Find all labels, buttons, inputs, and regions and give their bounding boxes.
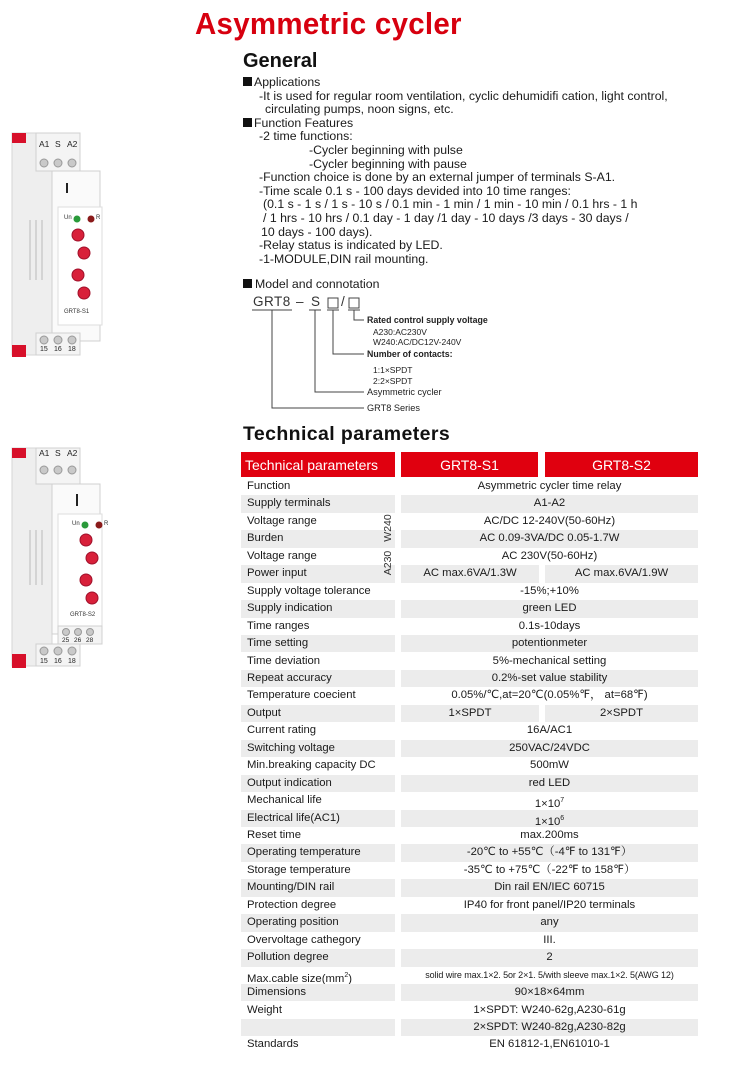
leader-contacts <box>333 310 364 354</box>
row-value: green LED <box>401 600 698 617</box>
row-label: Pollution degree <box>241 949 395 966</box>
row-label: Current rating <box>247 724 317 737</box>
features-heading: Function Features <box>243 117 730 131</box>
terminal-label-15: 15 <box>40 658 48 665</box>
box-voltage <box>349 298 359 308</box>
row-value: -20℃ to +55℃（-4℉ to 131℉） <box>401 844 698 861</box>
table-row <box>241 757 698 774</box>
feature-choice: -Function choice is done by an external jumper of terminals S-A1. <box>259 170 616 185</box>
table-row <box>241 687 698 704</box>
bullet-square-icon <box>243 77 252 86</box>
row-label: Voltage range <box>247 514 317 527</box>
table-row <box>241 530 698 547</box>
group-label-a230: A230 <box>382 550 394 576</box>
table-row <box>241 897 698 914</box>
row-label: Voltage range <box>247 549 317 562</box>
bullet-square-icon <box>243 279 252 288</box>
leader-asym <box>315 310 364 392</box>
row-label: Supply terminals <box>241 495 395 512</box>
page-title: Asymmetric cycler <box>195 6 462 41</box>
device-image-grt8-s2 <box>8 440 108 670</box>
terminal-label-a2: A2 <box>67 448 78 458</box>
terminal-label-18: 18 <box>68 346 76 353</box>
table-row <box>241 722 698 739</box>
row-label: Supply voltage tolerance <box>247 584 371 597</box>
device-image-grt8-s1 <box>8 125 108 360</box>
contacts-label: Number of contacts: <box>367 349 453 359</box>
row-value: $1\times 10^7$ <box>534 797 565 810</box>
row-value: 0.2%-set value stability <box>401 670 698 687</box>
table-row <box>241 949 698 966</box>
terminal-label-16: 16 <box>54 658 62 665</box>
row-value: 90×18×64mm <box>401 984 698 1001</box>
feature-ranges-1: (0.1 s - 1 s / 1 s - 10 s / 0.1 min - 1 min / 1 min - 10 min / 0.1 hrs - 1 h <box>263 197 638 212</box>
table-row <box>241 670 698 687</box>
row-value: max.200ms <box>520 829 579 841</box>
row-label: Weight <box>247 1003 282 1016</box>
led-label-r: R <box>104 521 109 527</box>
table-row <box>241 495 698 512</box>
model-code-series: GRT8 <box>253 294 291 309</box>
terminal-label-15: 15 <box>40 346 48 353</box>
table-row <box>241 775 698 792</box>
row-label: Burden <box>241 530 395 547</box>
row-value: red LED <box>401 775 698 792</box>
row-label <box>241 1019 395 1036</box>
applications-text: -It is used for regular room ventilation, cyclic dehumidifi cation, light control, <box>259 88 668 103</box>
table-row <box>241 879 698 896</box>
asym-cycler-label: Asymmetric cycler <box>367 387 442 397</box>
row-label: Output <box>241 705 395 722</box>
row-value-s1: 1×SPDT <box>401 705 539 722</box>
row-value: $1\times 10^6$ <box>401 810 698 827</box>
terminal-label-a1: A1 <box>39 448 50 458</box>
row-label: Electrical life(AC1) <box>241 810 395 827</box>
row-value: 500mW <box>530 759 569 772</box>
model-code-dash: – <box>296 294 305 309</box>
led-label-r: R <box>96 215 101 221</box>
row-value: -35℃ to +75℃（-22℉ to 158℉） <box>463 863 636 876</box>
feature-time-scale: -Time scale 0.1 s - 100 days devided into 10 time ranges: <box>259 183 571 198</box>
applications-text-cont: circulating pumps, noon signs, etc. <box>265 102 454 117</box>
table-row <box>241 478 698 495</box>
model-connector-lines <box>240 294 370 420</box>
led-label-un: Un <box>64 215 72 221</box>
feature-time-functions: -2 time functions: <box>259 129 353 144</box>
row-value: AC 230V(50-60Hz) <box>501 549 598 562</box>
terminal-label-18: 18 <box>68 658 76 665</box>
table-row <box>241 792 698 809</box>
row-value: A1-A2 <box>401 495 698 512</box>
terminal-label-28: 28 <box>86 637 94 644</box>
technical-heading: Technical parameters <box>243 423 451 445</box>
row-label: Overvoltage cathegory <box>247 933 361 946</box>
feature-ranges-2: / 1 hrs - 10 hrs / 0.1 day - 1 day /1 day - 10 days /3 days - 30 days / <box>263 210 629 225</box>
row-value-superscript: 6 <box>560 814 565 822</box>
box-contacts <box>328 298 338 308</box>
table-row <box>241 1019 698 1036</box>
terminal-label-a1: A1 <box>39 139 50 149</box>
table-row <box>241 635 698 652</box>
row-value: Din rail EN/IEC 60715 <box>401 879 698 896</box>
row-value: EN 61812-1,EN61010-1 <box>489 1038 610 1051</box>
row-value: 2 <box>401 949 698 966</box>
table-row <box>241 600 698 617</box>
row-value: -15%;+10% <box>520 584 579 597</box>
model-code-s: S <box>311 294 321 309</box>
row-value: 250VAC/24VDC <box>401 740 698 757</box>
applications-heading: Applications <box>243 76 730 90</box>
row-value: AC 0.09-3VA/DC 0.05-1.7W <box>401 530 698 547</box>
terminal-label-26: 26 <box>74 637 82 644</box>
row-label: Standards <box>247 1038 299 1051</box>
terminal-label-16: 16 <box>54 346 62 353</box>
table-row <box>241 967 698 984</box>
terminal-label-25: 25 <box>62 637 70 644</box>
row-label: Mounting/DIN rail <box>241 879 395 896</box>
row-value: 2×SPDT: W240-82g,A230-82g <box>401 1019 698 1036</box>
table-row <box>241 1002 698 1019</box>
row-value: 16A/AC1 <box>526 724 573 737</box>
leader-voltage <box>354 310 364 320</box>
table-row <box>241 844 698 861</box>
row-value: potentionmeter <box>401 635 698 652</box>
row-label: Min.breaking capacity DC <box>247 759 376 772</box>
bullet-square-icon <box>243 118 252 127</box>
feature-mounting: -1-MODULE,DIN rail mounting. <box>259 251 429 266</box>
row-label: Time ranges <box>247 619 310 632</box>
table-row <box>241 513 698 530</box>
row-value: any <box>401 914 698 931</box>
contacts-2: 2:2×SPDT <box>373 376 413 386</box>
row-label: Temperature coecient <box>247 689 356 702</box>
model-heading: Model and connotation <box>243 277 379 291</box>
relay-device-s2 <box>8 440 108 670</box>
table-header-s1: GRT8-S1 <box>401 452 538 477</box>
row-label: Time setting <box>241 635 395 652</box>
row-label: Storage temperature <box>247 863 351 876</box>
leader-series <box>272 310 364 408</box>
table-header-param: Technical parameters <box>241 452 395 477</box>
rated-voltage-a230: A230:AC230V <box>373 327 427 337</box>
row-label: Power input <box>241 565 395 582</box>
group-label-w240: W240 <box>382 514 394 542</box>
feature-func-pulse: -Cycler beginning with pulse <box>309 142 463 157</box>
row-label: Time deviation <box>247 654 321 667</box>
table-row <box>241 618 698 635</box>
rated-voltage-label: Rated control supply voltage <box>367 315 488 325</box>
rated-voltage-w240: W240:AC/DC12V-240V <box>373 337 462 347</box>
table-row <box>241 827 698 844</box>
feature-func-pause: -Cycler beginning with pause <box>309 156 467 171</box>
table-row <box>241 1036 698 1053</box>
row-label: Operating temperature <box>241 844 395 861</box>
row-value: 1×SPDT: W240-62g,A230-61g <box>473 1003 626 1016</box>
table-row <box>241 653 698 670</box>
row-label: Operating position <box>241 914 395 931</box>
row-value: III. <box>543 933 556 946</box>
table-row <box>241 740 698 757</box>
row-label-superscript: 2 <box>344 971 349 979</box>
table-header-s2: GRT8-S2 <box>545 452 698 477</box>
row-value: IP40 for front panel/IP20 terminals <box>463 898 636 911</box>
row-label: Mechanical life <box>247 794 322 807</box>
row-value: 0.05%/℃,at=20℃(0.05%℉， at=68℉) <box>451 689 648 702</box>
table-row <box>241 932 698 949</box>
device-model-label: GRT8-S2 <box>70 612 96 618</box>
general-heading: General <box>243 50 318 72</box>
row-value-s2: AC max.6VA/1.9W <box>545 565 698 582</box>
table-row <box>241 565 698 582</box>
row-label: Output indication <box>241 775 395 792</box>
row-value: 5%-mechanical setting <box>492 654 607 667</box>
device-model-label: GRT8-S1 <box>64 309 90 315</box>
led-label-un: Un <box>72 521 80 527</box>
table-row <box>241 914 698 931</box>
general-section <box>243 76 730 266</box>
row-value: 0.1s-10days <box>518 619 581 632</box>
row-value: AC/DC 12-240V(50-60Hz) <box>483 514 616 527</box>
contacts-1: 1:1×SPDT <box>373 365 413 375</box>
table-row <box>241 984 698 1001</box>
feature-ranges-3: 10 days - 100 days). <box>261 224 373 239</box>
row-value-superscript: 7 <box>560 797 565 805</box>
row-label: Protection degree <box>247 898 337 911</box>
table-row <box>241 583 698 600</box>
relay-device-s1 <box>8 125 108 360</box>
row-label: Repeat accuracy <box>241 670 395 687</box>
terminal-label-a2: A2 <box>67 139 78 149</box>
row-label: Supply indication <box>241 600 395 617</box>
row-value: solid wire max.1×2. 5or 2×1. 5/with sleeve max.1×2. 5(AWG 12) <box>425 969 674 980</box>
terminal-label-s: S <box>55 139 61 149</box>
row-label: Max.cable $size(mm^2)$ <box>247 971 352 985</box>
row-label: Dimensions <box>241 984 395 1001</box>
table-row <box>241 810 698 827</box>
row-label: Function <box>247 480 291 492</box>
table-row <box>241 705 698 722</box>
row-value-s1: AC max.6VA/1.3W <box>401 565 539 582</box>
row-label: Switching voltage <box>241 740 395 757</box>
table-row <box>241 862 698 879</box>
model-code-slash: / <box>341 294 346 309</box>
row-value: Asymmetric cycler time relay <box>477 480 622 492</box>
row-label: Reset time <box>247 829 301 841</box>
feature-relay-status: -Relay status is indicated by LED. <box>259 238 443 253</box>
terminal-label-s: S <box>55 448 61 458</box>
model-diagram <box>240 294 520 420</box>
row-value-s2: 2×SPDT <box>545 705 698 722</box>
table-row <box>241 548 698 565</box>
series-label: GRT8 Series <box>367 403 420 413</box>
